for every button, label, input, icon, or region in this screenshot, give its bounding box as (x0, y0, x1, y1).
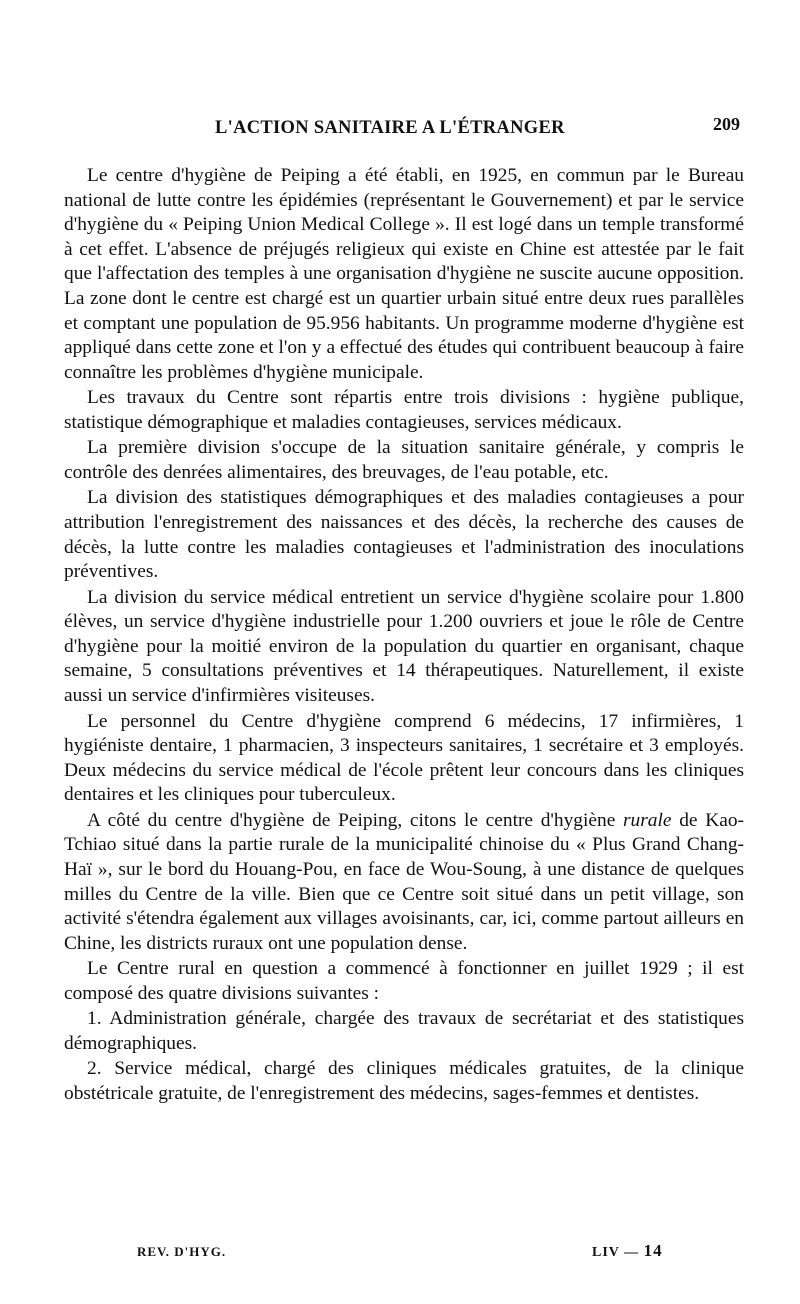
paragraph: La division des statistiques démographiques et des maladies contagieuses a pour attribution l'enregistrement des naissances et des décès, la recherche des causes de décès, la lutte contre les maladies contagieuses et l'administration des inoculations préventives. (64, 487, 744, 583)
signature-mark (592, 1241, 663, 1261)
paragraph-text: A côté du centre d'hygiène de Peiping, citons le centre d'hygiène (87, 809, 624, 831)
paragraph: Le Centre rural en question a commencé à fonctionner en juillet 1929 ; il est composé des quatre divisions suivantes : (64, 958, 744, 1004)
paragraph: Les travaux du Centre sont répartis entre trois divisions : hygiène publique, statistique démographique et maladies contagieuses, services médicaux. (64, 387, 744, 433)
italic-term: rurale (623, 809, 672, 831)
running-title: L'ACTION SANITAIRE A L'ÉTRANGER (215, 118, 565, 138)
paragraph: Le centre d'hygiène de Peiping a été établi, en 1925, en commun par le Bureau national de lutte contre les épidémies (représentant le Gouvernement) et par le service d'hygiène du « Peiping Union Medical College ». Il est logé dans un temple transformé à cet effet. L'absence de préjugés religieux qui existe en Chine est attestée par le fait que l'affectation des temples à une organisation d'hygiène ne suscite aucune opposition. La zone dont le centre est chargé est un quartier urbain situé entre deux rues parallèles et comptant une population de 95.956 habitants. Un programme moderne d'hygiène est appliqué dans cette zone et l'on y a effectué des études qui contribuent beaucoup à faire connaître les problèmes d'hygiène municipale. (64, 165, 744, 383)
journal-abbreviation: REV. D'HYG. (137, 1244, 227, 1259)
running-header (0, 112, 800, 142)
signature-number: 14 (643, 1241, 663, 1260)
list-item: 2. Service médical, chargé des cliniques médicales gratuites, de la clinique obstétricale gratuite, de l'enregistrement des médecins, sages-femmes et dentistes. (64, 1058, 744, 1104)
paragraph: La division du service médical entretient un service d'hygiène scolaire pour 1.800 élèves, un service d'hygiène industrielle pour 1.200 ouvriers et joue le rôle de Centre d'hygiène pour la moitié environ de la population du quartier en organisant, chaque semaine, 5 consultations préventives et 14 thérapeutiques. Naturellement, il existe aussi un service d'infirmières visiteuses. (64, 586, 744, 707)
page-number: 209 (713, 114, 740, 134)
paragraph: La première division s'occupe de la situation sanitaire générale, y compris le contrôle des denrées alimentaires, des breuvages, de l'eau potable, etc. (64, 437, 744, 483)
page-footer (0, 1240, 800, 1264)
paragraph-text: de Kao-Tchiao situé dans la partie rurale de la municipalité chinoise du « Plus Grand Chang-Haï », sur le bord du Houang-Pou, en face de Wou-Soung, à une distance de quelques milles du Centre de la ville. Bien que ce Centre soit situé dans un petit village, son activité s'étendra également aux villages avoisinants, car, ici, comme partout ailleurs en Chine, les districts ruraux ont une population dense. (64, 809, 744, 954)
volume-label: LIV — (592, 1245, 640, 1260)
list-item: 1. Administration générale, chargée des travaux de secrétariat et des statistiques démographiques. (64, 1008, 744, 1054)
paragraph (64, 809, 744, 957)
paragraph: Le personnel du Centre d'hygiène comprend 6 médecins, 17 infirmières, 1 hygiéniste dentaire, 1 pharmacien, 3 inspecteurs sanitaires, 1 secrétaire et 3 employés. Deux médecins du service médical de l'école prêtent leur concours dans les cliniques dentaires et les cliniques pour tuberculeux. (64, 710, 744, 806)
article-body (64, 164, 744, 1107)
